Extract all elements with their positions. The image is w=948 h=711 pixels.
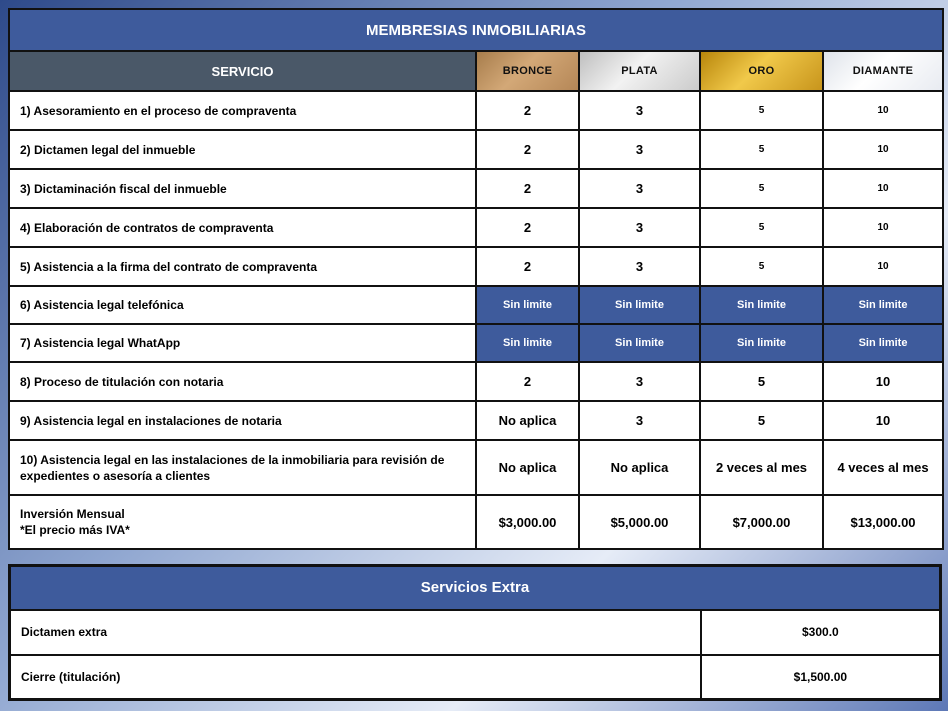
service-name: 4) Elaboración de contratos de compraventa	[9, 208, 476, 247]
value-plata: 3	[579, 130, 700, 169]
value-plata: 3	[579, 91, 700, 130]
value-plata: 3	[579, 401, 700, 440]
value-plata: No aplica	[579, 440, 700, 495]
value-bronce: 2	[476, 130, 579, 169]
value-oro: 5	[700, 247, 823, 286]
service-name: 3) Dictaminación fiscal del inmueble	[9, 169, 476, 208]
value-oro: 5	[700, 130, 823, 169]
value-plata: 3	[579, 208, 700, 247]
tier-header-bronce: BRONCE	[476, 51, 579, 91]
value-oro: 5	[700, 169, 823, 208]
value-bronce: 2	[476, 247, 579, 286]
value-plata: 3	[579, 169, 700, 208]
service-column-header: SERVICIO	[9, 51, 476, 91]
value-plata: Sin limite	[579, 286, 700, 324]
tier-header-plata: PLATA	[579, 51, 700, 91]
table-row	[10, 610, 941, 655]
value-oro: 5	[700, 401, 823, 440]
service-name: 6) Asistencia legal telefónica	[9, 286, 476, 324]
service-name: 10) Asistencia legal en las instalaciones de la inmobiliaria para revisión de expedientes o asesoría a clientes	[9, 440, 476, 495]
table-row	[9, 286, 943, 324]
extra-service-name: Dictamen extra	[10, 610, 701, 655]
value-oro: 5	[700, 362, 823, 401]
table-row	[9, 401, 943, 440]
value-diamante: 10	[823, 130, 943, 169]
table-row	[10, 655, 941, 700]
investment-row	[9, 495, 943, 549]
value-bronce: No aplica	[476, 440, 579, 495]
value-diamante: 10	[823, 169, 943, 208]
table-row	[9, 130, 943, 169]
value-diamante: 4 veces al mes	[823, 440, 943, 495]
membership-table-title: MEMBRESIAS INMOBILIARIAS	[9, 9, 943, 51]
table-row	[9, 362, 943, 401]
extra-service-price: $300.0	[701, 610, 941, 655]
service-name: 2) Dictamen legal del inmueble	[9, 130, 476, 169]
table-row	[9, 169, 943, 208]
tier-header-oro: ORO	[700, 51, 823, 91]
table-row	[9, 91, 943, 130]
value-bronce: 2	[476, 362, 579, 401]
value-diamante: Sin limite	[823, 324, 943, 362]
service-name: 7) Asistencia legal WhatApp	[9, 324, 476, 362]
investment-label-line1: Inversión Mensual	[20, 507, 125, 521]
value-bronce: Sin limite	[476, 286, 579, 324]
value-oro: 5	[700, 208, 823, 247]
value-plata: 3	[579, 247, 700, 286]
value-oro: Sin limite	[700, 286, 823, 324]
price-bronce: $3,000.00	[476, 495, 579, 549]
extra-service-name: Cierre (titulación)	[10, 655, 701, 700]
value-diamante: Sin limite	[823, 286, 943, 324]
value-bronce: 2	[476, 91, 579, 130]
value-oro: 5	[700, 91, 823, 130]
value-diamante: 10	[823, 362, 943, 401]
value-diamante: 10	[823, 208, 943, 247]
table-row	[9, 247, 943, 286]
service-name: 5) Asistencia a la firma del contrato de compraventa	[9, 247, 476, 286]
price-diamante: $13,000.00	[823, 495, 943, 549]
extra-services-title: Servicios Extra	[10, 566, 941, 610]
price-plata: $5,000.00	[579, 495, 700, 549]
value-diamante: 10	[823, 247, 943, 286]
tier-header-diamante: DIAMANTE	[823, 51, 943, 91]
extra-services-table	[8, 564, 942, 701]
membership-table	[8, 8, 944, 550]
table-row	[9, 324, 943, 362]
value-diamante: 10	[823, 401, 943, 440]
value-plata: Sin limite	[579, 324, 700, 362]
table-row	[9, 440, 943, 495]
value-bronce: 2	[476, 208, 579, 247]
investment-label-line2: *El precio más IVA*	[20, 523, 130, 537]
service-name: 8) Proceso de titulación con notaria	[9, 362, 476, 401]
price-oro: $7,000.00	[700, 495, 823, 549]
value-diamante: 10	[823, 91, 943, 130]
value-bronce: 2	[476, 169, 579, 208]
value-bronce: No aplica	[476, 401, 579, 440]
extra-service-price: $1,500.00	[701, 655, 941, 700]
investment-label	[9, 495, 476, 549]
table-row	[9, 208, 943, 247]
value-plata: 3	[579, 362, 700, 401]
value-oro: Sin limite	[700, 324, 823, 362]
service-name: 1) Asesoramiento en el proceso de compraventa	[9, 91, 476, 130]
service-name: 9) Asistencia legal en instalaciones de notaria	[9, 401, 476, 440]
value-oro: 2 veces al mes	[700, 440, 823, 495]
value-bronce: Sin limite	[476, 324, 579, 362]
